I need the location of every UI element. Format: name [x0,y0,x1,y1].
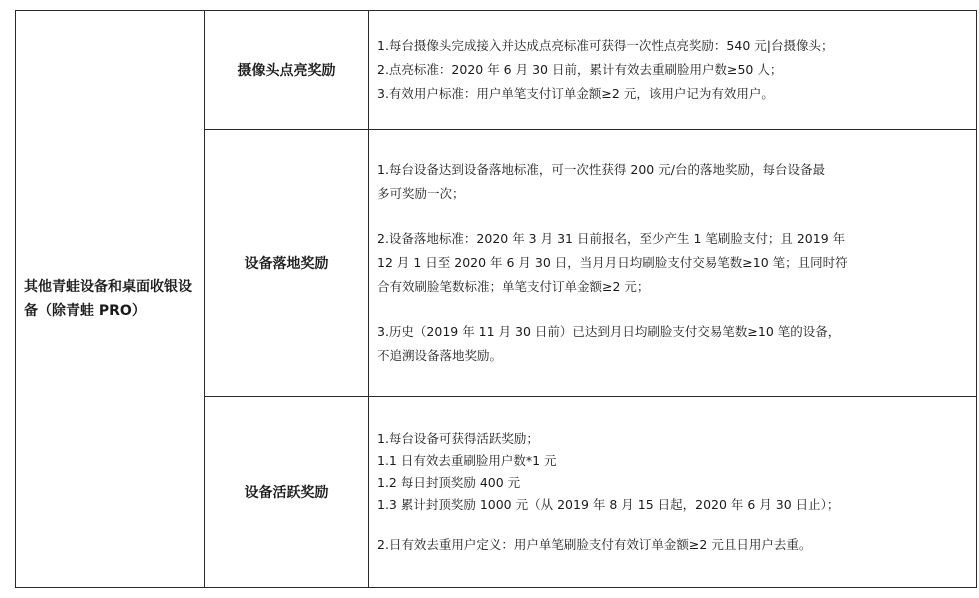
detail-line: 1.1 日有效去重刷脸用户数*1 元 [377,452,557,468]
reward-table [15,10,977,588]
detail-line: 1.3 累计封顶奖励 1000 元（从 2019 年 8 月 15 日起，2020 年 6 月 30 日止）； [377,496,840,512]
category-label: 其他青蛙设备和桌面收银设备（除青蛙 PRO） [24,279,192,319]
table-row [16,11,977,130]
detail-paragraph [377,58,968,82]
detail-paragraph [377,227,968,299]
reward-name-cell [205,396,369,587]
reward-detail-active [369,428,976,556]
reward-detail-cell [369,396,977,587]
detail-line: 2.点亮标准：2020 年 6 月 30 日前，累计有效去重刷脸用户数≥50 人； [377,61,783,77]
detail-line: 12 月 1 日至 2020 年 6 月 30 日，当月月日均刷脸支付交易笔数≥10 笔；且同时符 [377,254,848,270]
detail-paragraph [377,450,968,472]
category-cell [16,11,205,588]
detail-line: 2.日有效去重用户定义：用户单笔刷脸支付有效订单金额≥2 元且日用户去重。 [377,536,812,552]
detail-paragraph [377,158,968,206]
reward-detail-cell [369,129,977,396]
detail-paragraph [377,494,968,516]
detail-line: 1.每台摄像头完成接入并达成点亮标准可获得一次性点亮奖励：540 元|台摄像头； [377,37,834,53]
reward-name-cell [205,11,369,130]
detail-line: 1.2 每日封顶奖励 400 元 [377,474,521,490]
detail-line: 合有效刷脸笔数标准；单笔支付订单金额≥2 元； [377,278,650,294]
detail-line: 1.每台设备达到设备落地标准，可一次性获得 200 元/台的落地奖励，每台设备最 [377,161,825,177]
detail-paragraph [377,472,968,494]
reward-detail-camera [369,34,976,106]
detail-paragraph [377,428,968,450]
detail-line: 3.有效用户标准：用户单笔支付订单金额≥2 元，该用户记为有效用户。 [377,85,774,101]
reward-name-camera: 摄像头点亮奖励 [237,62,336,79]
detail-line: 1.每台设备可获得活跃奖励； [377,430,539,446]
reward-detail-deploy [369,158,976,368]
reward-detail-cell [369,11,977,130]
detail-paragraph [377,82,968,106]
detail-paragraph [377,34,968,58]
detail-paragraph [377,534,968,556]
reward-name-cell [205,129,369,396]
detail-line: 3.历史（2019 年 11 月 30 日前）已达到月日均刷脸支付交易笔数≥10 笔的设备， [377,323,841,339]
detail-paragraph [377,320,968,368]
reward-name-deploy: 设备落地奖励 [244,255,329,272]
detail-line: 多可奖励一次； [377,185,465,201]
detail-line: 2.设备落地标准：2020 年 3 月 31 日前报名，至少产生 1 笔刷脸支付；且 2019 年 [377,230,846,246]
reward-name-active: 设备活跃奖励 [244,484,329,501]
detail-line: 不追溯设备落地奖励。 [377,347,503,363]
